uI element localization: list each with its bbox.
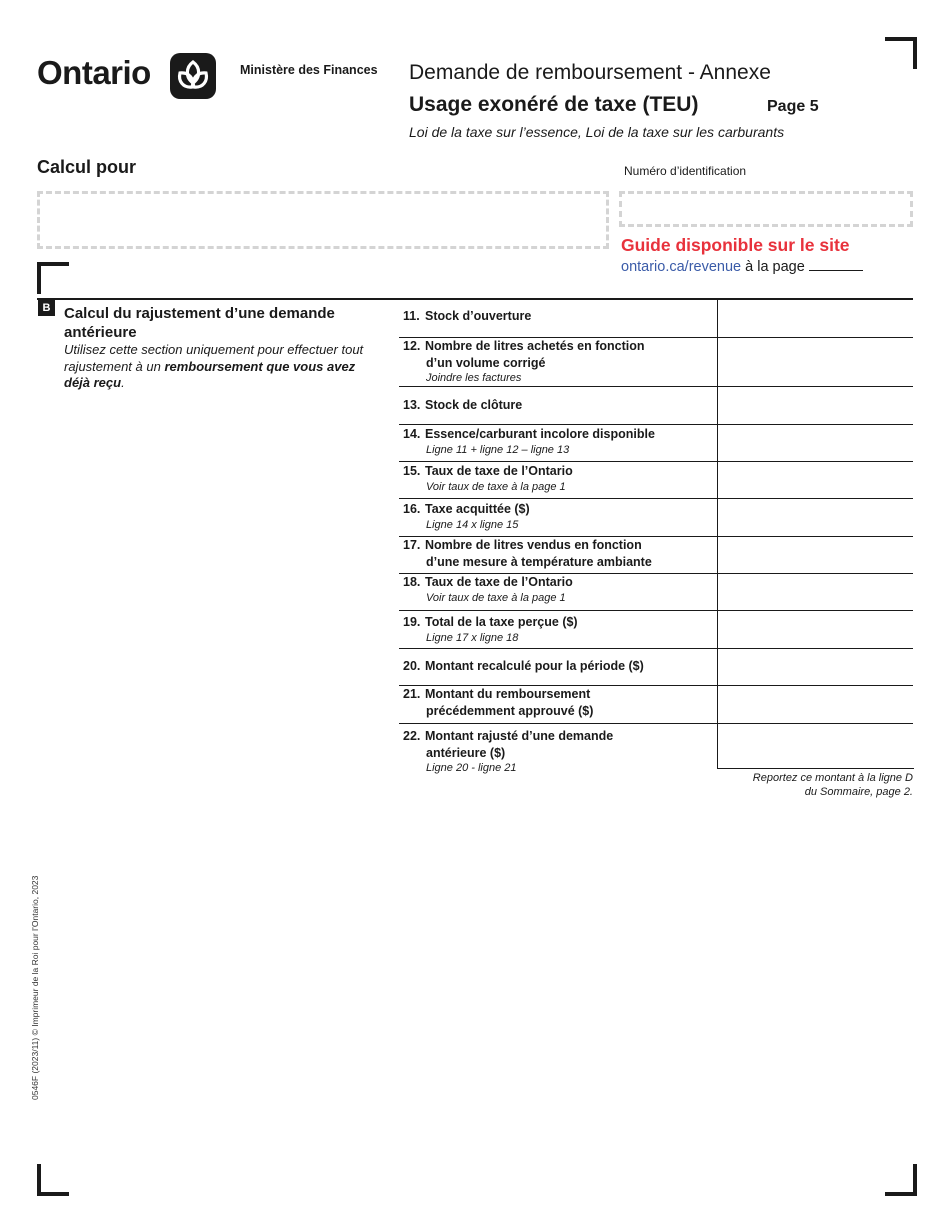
line-row-14 [399, 425, 913, 462]
report-note-line1: Reportez ce montant à la ligne D [752, 772, 913, 784]
form-title-line1: Demande de remboursement - Annexe [409, 61, 771, 84]
line-label: Taux de taxe de l’Ontario [425, 575, 573, 589]
line-17-input[interactable] [717, 537, 914, 573]
line-18-input[interactable] [717, 574, 914, 610]
line-number: 17. [403, 538, 421, 552]
section-desc-bold: remboursement que vous avez déjà reçu [64, 358, 356, 390]
line-11-input[interactable] [717, 300, 914, 337]
crop-mark-bottom-right [885, 1164, 917, 1196]
guide-suffix: à la page [741, 259, 805, 275]
line-number: 13. [403, 398, 421, 412]
ontario-logo-text: Ontario [37, 54, 151, 91]
line-row-19 [399, 611, 913, 649]
line-note: Ligne 11 + ligne 12 – ligne 13 [426, 443, 570, 456]
line-label-continued: d’un volume corrigé [426, 355, 546, 370]
crop-mark-mid-left [37, 262, 69, 294]
form-subtitle: Loi de la taxe sur l’essence, Loi de la taxe sur les carburants [409, 124, 785, 140]
guide-title: Guide disponible sur le site [621, 235, 850, 255]
line-row-20 [399, 649, 913, 686]
line-number: 16. [403, 502, 421, 516]
line-19-input[interactable] [717, 611, 914, 648]
line-label-continued: précédemment approuvé ($) [426, 703, 594, 718]
line-row-12 [399, 338, 913, 387]
calcul-pour-field[interactable] [37, 191, 609, 249]
line-label: Taxe acquittée ($) [425, 502, 530, 516]
line-number: 15. [403, 464, 421, 478]
line-12-input[interactable] [717, 338, 914, 386]
line-row-21 [399, 686, 913, 724]
line-label-continued: antérieure ($) [426, 745, 506, 760]
guide-page-field[interactable] [809, 258, 863, 271]
line-number: 14. [403, 427, 421, 441]
line-label: Stock d’ouverture [425, 309, 532, 323]
line-note: Ligne 20 - ligne 21 [426, 762, 517, 774]
line-label: Nombre de litres achetés en fonction [425, 339, 645, 353]
line-number: 12. [403, 339, 421, 353]
section-desc-end: . [121, 375, 125, 390]
line-13-input[interactable] [717, 387, 914, 424]
report-note [600, 771, 913, 799]
crop-mark-top-right [885, 37, 917, 69]
line-label: Essence/carburant incolore disponible [425, 427, 655, 441]
line-label: Montant du remboursement [425, 687, 591, 701]
line-15-input[interactable] [717, 462, 914, 498]
line-row-17 [399, 537, 913, 574]
page-number: Page 5 [767, 98, 819, 115]
line-number: 22. [403, 729, 421, 743]
crop-mark-bottom-left [37, 1164, 69, 1196]
line-22-input[interactable] [717, 724, 914, 769]
section-letter-badge: B [38, 300, 55, 316]
line-label: Taux de taxe de l’Ontario [425, 464, 573, 478]
line-number: 21. [403, 687, 421, 701]
section-desc-text: Utilisez cette section uniquement pour effectuer tout rajustement à un [64, 342, 364, 374]
line-note: Joindre les factures [426, 372, 522, 384]
line-note: Voir taux de taxe à la page 1 [426, 480, 566, 493]
line-number: 20. [403, 659, 421, 673]
line-label: Montant recalculé pour la période ($) [425, 659, 644, 673]
line-row-11 [399, 300, 913, 338]
line-21-input[interactable] [717, 686, 914, 723]
form-number-copyright: 0546F (2023/11) © Imprimeur de la Roi pour l’Ontario, 2023 [30, 875, 40, 1100]
line-note: Voir taux de taxe à la page 1 [426, 591, 566, 604]
line-label: Total de la taxe perçue ($) [425, 615, 578, 629]
line-row-16 [399, 499, 913, 537]
ministry-name: Ministère des Finances [240, 63, 378, 77]
line-20-input[interactable] [717, 649, 914, 685]
line-number: 19. [403, 615, 421, 629]
line-number: 18. [403, 575, 421, 589]
report-note-line2: du Sommaire, page 2. [804, 786, 913, 798]
line-note: Ligne 17 x ligne 18 [426, 631, 519, 644]
line-label: Stock de clôture [425, 398, 523, 412]
section-title: Calcul du rajustement d’une demande antérieure [64, 305, 335, 341]
line-row-15 [399, 462, 913, 499]
line-note: Ligne 14 x ligne 15 [426, 518, 519, 531]
calcul-pour-label: Calcul pour [37, 157, 137, 177]
guide-link[interactable]: ontario.ca/revenue [621, 259, 742, 275]
line-row-18 [399, 574, 913, 611]
line-16-input[interactable] [717, 499, 914, 536]
line-14-input[interactable] [717, 425, 914, 461]
line-number: 11. [403, 309, 420, 323]
section-description [64, 342, 382, 392]
id-number-field[interactable] [619, 191, 913, 227]
line-row-13 [399, 387, 913, 425]
line-label: Nombre de litres vendus en fonction [425, 538, 642, 552]
line-label: Montant rajusté d’une demande [425, 729, 614, 743]
guide-line [621, 258, 863, 275]
form-title-line2: Usage exonéré de taxe (TEU) [409, 93, 699, 116]
trillium-icon [170, 53, 216, 99]
id-number-label: Numéro d’identification [624, 164, 747, 178]
line-label-continued: d’une mesure à température ambiante [426, 554, 652, 569]
